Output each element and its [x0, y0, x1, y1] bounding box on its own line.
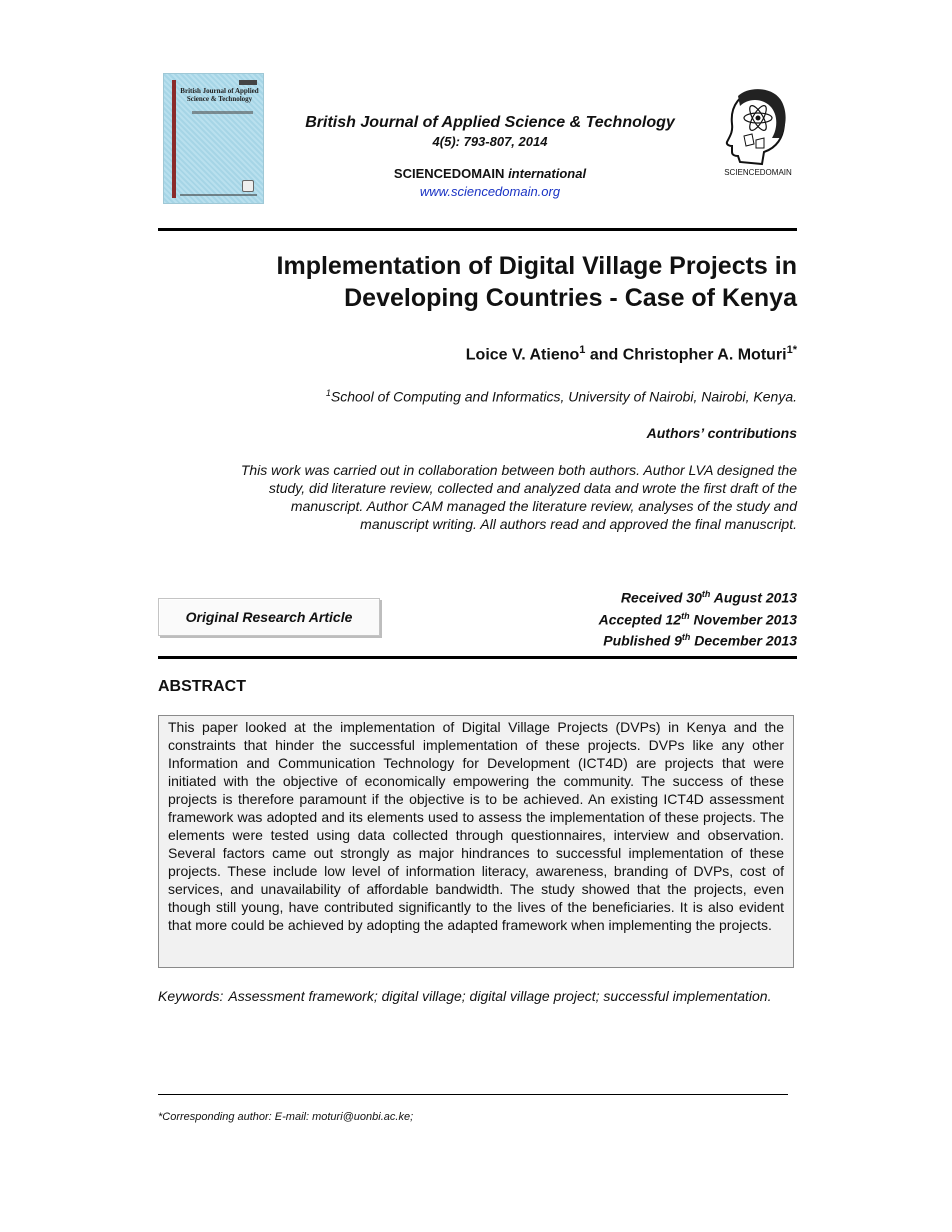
article-title-line: Developing Countries - Case of Kenya: [344, 284, 797, 312]
keywords-label: Keywords:: [158, 988, 224, 1004]
author-list: [158, 344, 797, 364]
contributions-line: study, did literature review, collected and analyzed data and wrote the first draft of the: [268, 480, 797, 496]
publisher-logo: [718, 84, 798, 179]
affiliation-mark: 1: [325, 388, 331, 398]
contributions-heading: Authors’ contributions: [646, 425, 797, 441]
cover-title: British Journal of Applied Science & Technology: [180, 87, 259, 103]
journal-cover-image: [163, 73, 264, 204]
publisher-name: [260, 166, 720, 181]
footnote-divider: [158, 1094, 788, 1095]
contributions-line: manuscript. Author CAM managed the literature review, analyses of the study and: [290, 498, 797, 514]
cover-issn-tag: [239, 80, 257, 85]
author-joiner: and: [585, 346, 623, 364]
article-type-badge: Original Research Article: [158, 598, 380, 636]
affiliation-text: School of Computing and Informatics, University of Nairobi, Nairobi, Kenya.: [330, 388, 797, 405]
publisher-name-bold: SCIENCEDOMAIN: [393, 166, 505, 181]
publisher-name-italic: international: [508, 166, 587, 181]
abstract-heading: ABSTRACT: [158, 678, 246, 695]
publication-dates: [480, 585, 797, 650]
cover-issue-line: [192, 111, 253, 114]
keywords: [158, 987, 797, 1005]
cover-footer-line: [180, 194, 257, 196]
keywords-text: Assessment framework; digital village; digital village project; successful implementation.: [228, 988, 772, 1004]
article-title: [158, 250, 797, 314]
published-date: Published 9th December 2013: [603, 632, 797, 649]
author-affiliation-mark: 1*: [786, 344, 797, 356]
contributions-statement: [158, 461, 797, 533]
abstract-box: [158, 715, 794, 968]
contributions-line: This work was carried out in collaboration between both authors. Author LVA designed the: [240, 462, 797, 478]
author-name: Christopher A. Moturi: [622, 346, 787, 364]
abstract-text: This paper looked at the implementation of Digital Village Projects (DVPs) in Kenya and the constraints that hinder the successful implementation of these projects. DVPs like any other Information and Communication Technology for Development (ICT4D) are projects that were initiated with the objective of economically empowering the community. The success of these projects is therefore paramount if the objective is to be achieved. An existing ICT4D assessment framework was adopted and its elements used to assess the implementation of these projects. The elements were tested using data collected through questionnaires, interview and observation. Several factors came out strongly as major hindrances to successful implementation of these projects. These include low level of information literacy, awareness, branding of DVPs, cost of services, and unavailability of affordable bandwidth. The study showed that the projects, even though still young, have contributed significantly to the lives of the beneficiaries. It is also evident that more could be achieved by adopting the adapted framework when implementing the projects.: [168, 719, 784, 933]
journal-volume-pages: 4(5): 793-807, 2014: [432, 134, 548, 149]
received-date: Received 30th August 2013: [620, 589, 797, 606]
publisher-url-link[interactable]: www.sciencedomain.org: [419, 184, 561, 199]
cover-spine-bar: [172, 80, 176, 198]
article-title-line: Implementation of Digital Village Projects in: [276, 252, 797, 280]
logo-label: SCIENCEDOMAIN: [724, 168, 792, 177]
author-name: Loice V. Atieno: [465, 346, 580, 364]
header-divider: [158, 228, 797, 231]
author-affiliation: [158, 388, 797, 405]
abstract-divider: [158, 656, 797, 659]
journal-name: British Journal of Applied Science & Technology: [305, 114, 675, 131]
cover-emblem-icon: [242, 180, 254, 192]
author-affiliation-mark: 1: [579, 344, 586, 356]
corresponding-author-footnote: *Corresponding author: E-mail: moturi@uonbi.ac.ke;: [158, 1111, 414, 1123]
human-head-atom-icon: [718, 84, 798, 179]
accepted-date: Accepted 12th November 2013: [598, 610, 797, 628]
contributions-line: manuscript writing. All authors read and approved the final manuscript.: [360, 516, 797, 532]
